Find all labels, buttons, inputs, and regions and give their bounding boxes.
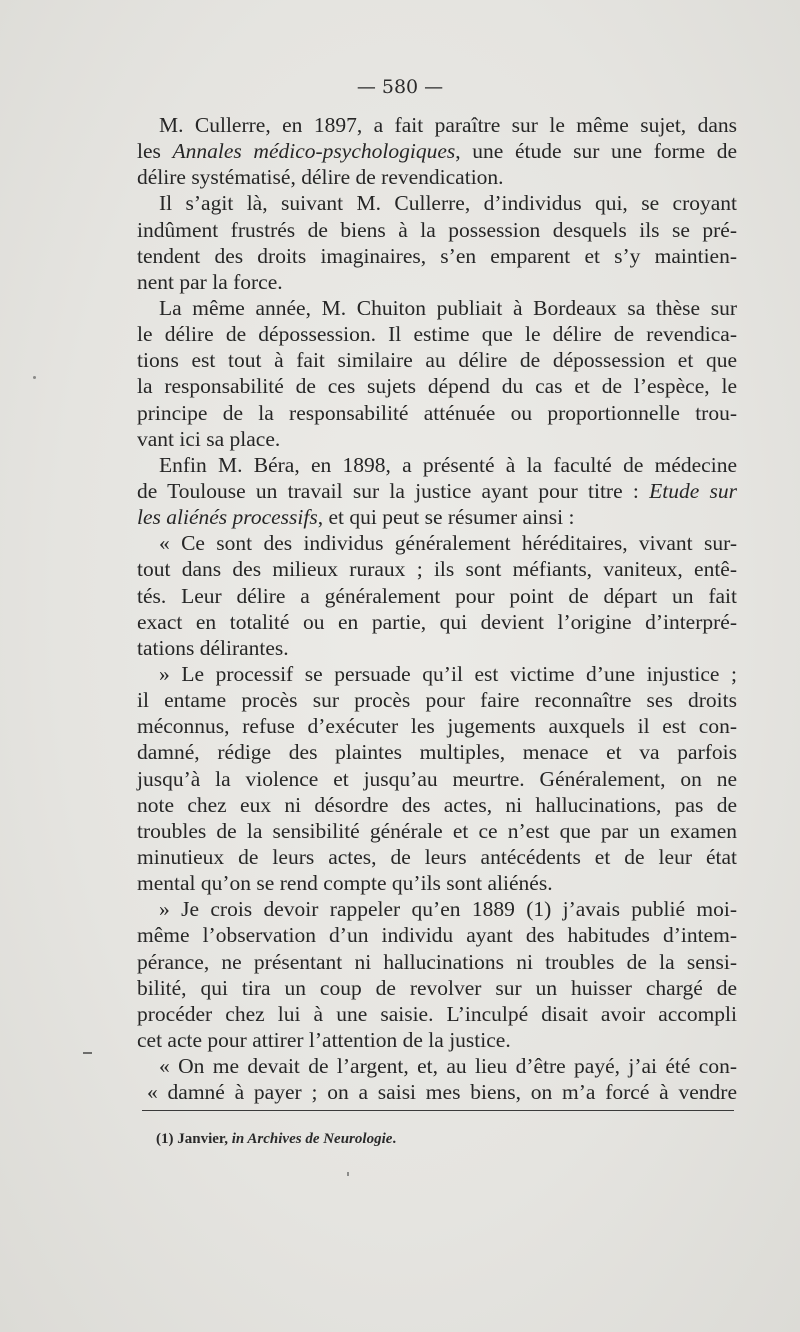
text-run: de Toulouse un travail sur la justice ayant pour titre : [137, 478, 650, 503]
text-line [137, 635, 737, 661]
footnote [156, 1131, 396, 1148]
text-line [137, 1027, 737, 1053]
text-run: tout dans des milieux ruraux ; ils sont méfiants, vaniteux, entê- [137, 557, 737, 582]
italic-run: Etude sur [649, 478, 737, 503]
text-run: la responsabilité de ces sujets dépend du cas et de l’espèce, le [137, 374, 737, 399]
text-line [137, 922, 737, 948]
text-run: bilité, qui tira un coup de revolver sur un huisser chargé de [137, 975, 737, 1000]
text-line [137, 452, 737, 478]
text-run: pérance, ne présentant ni hallucinations ni troubles de la sensi- [137, 949, 737, 974]
text-run: Il s’agit là, suivant M. Cullerre, d’individus qui, se croyant [159, 191, 737, 216]
text-run: tations délirantes. [137, 635, 289, 660]
text-run: Enfin M. Béra, en 1898, a présenté à la faculté de médecine [159, 452, 737, 477]
text-line [137, 739, 737, 765]
page-number: — 580 — [356, 76, 444, 98]
text-line [137, 243, 737, 269]
text-run: principe de la responsabilité atténuée ou proportionnelle trou- [137, 400, 737, 425]
text-line [137, 1001, 737, 1027]
paper-speck [83, 1052, 92, 1054]
text-run: , et qui peut se résumer ainsi : [317, 505, 575, 530]
text-run: troubles de la sensibilité générale et ce n’est que par un examen [137, 818, 737, 843]
text-line [137, 818, 737, 844]
text-run: tendent des droits imaginaires, s’en emparent et s’y maintien- [137, 243, 737, 268]
text-line [137, 217, 737, 243]
footnote-italic-run: in Archives de Neurologie [231, 1131, 393, 1147]
text-run: , une étude sur une forme de [455, 139, 737, 164]
text-run: vant ici sa place. [137, 426, 281, 451]
text-line [137, 269, 737, 295]
text-line [137, 400, 737, 426]
text-run: procéder chez lui à une saisie. L’inculpé disait avoir accompli [137, 1001, 737, 1026]
text-run: » Je crois devoir rappeler qu’en 1889 (1) j’avais publié moi- [159, 897, 737, 922]
text-line [137, 347, 737, 373]
text-line [137, 687, 737, 713]
footnote-run: . [392, 1131, 397, 1147]
text-run: damné, rédige des plaintes multiples, menace et va parfois [137, 740, 737, 765]
text-run: nent par la force. [137, 269, 283, 294]
text-line [137, 1079, 737, 1105]
text-line [137, 975, 737, 1001]
text-line [137, 766, 737, 792]
text-line [137, 556, 737, 582]
text-line [137, 295, 737, 321]
text-line [137, 504, 737, 530]
text-run: exact en totalité ou en partie, qui devient l’origine d’interpré- [137, 609, 737, 634]
text-run: » Le processif se persuade qu’il est victime d’une injustice ; [159, 661, 737, 686]
text-line [137, 844, 737, 870]
text-run: indûment frustrés de biens à la possession desquels ils se pré- [137, 217, 737, 242]
text-run: il entame procès sur procès pour faire reconnaître ses droits [137, 688, 737, 713]
text-line [137, 426, 737, 452]
text-run: La même année, M. Chuiton publiait à Bordeaux sa thèse sur [159, 295, 737, 320]
text-line [137, 713, 737, 739]
text-line [137, 190, 737, 216]
paper-speck [347, 1172, 349, 1176]
text-run: « Ce sont des individus généralement héréditaires, vivant sur- [159, 531, 737, 556]
text-run: note chez eux ni désordre des actes, ni hallucinations, pas de [137, 792, 737, 817]
footnote-run: (1) Janvier, [156, 1131, 232, 1147]
text-run: « damné à payer ; on a saisi mes biens, on m’a forcé à vendre [147, 1080, 737, 1105]
text-line [137, 792, 737, 818]
text-run: mental qu’on se rend compte qu’ils sont aliénés. [137, 871, 553, 896]
text-line [137, 609, 737, 635]
text-run: cet acte pour attirer l’attention de la justice. [137, 1027, 511, 1052]
text-line [137, 583, 737, 609]
text-run: les [137, 139, 173, 164]
text-run: tés. Leur délire a généralement pour point de départ un fait [137, 583, 737, 608]
text-line [137, 321, 737, 347]
text-run: M. Cullerre, en 1897, a fait paraître sur le même sujet, dans [159, 113, 737, 137]
text-run: délire systématisé, délire de revendication. [137, 165, 504, 190]
text-run: « On me devait de l’argent, et, au lieu d’être payé, j’ai été con- [159, 1054, 737, 1079]
text-line [137, 949, 737, 975]
text-line [137, 164, 737, 190]
italic-run: Annales médico-psychologiques [172, 139, 456, 164]
text-line [137, 661, 737, 687]
body-text [137, 112, 737, 1105]
text-run: le délire de dépossession. Il estime que le délire de revendica- [137, 322, 737, 347]
text-line [137, 478, 737, 504]
italic-run: les aliénés processifs [137, 505, 318, 530]
paper-speck [33, 376, 36, 379]
text-line [137, 896, 737, 922]
text-line [137, 530, 737, 556]
text-line [137, 1053, 737, 1079]
text-run: même l’observation d’un individu ayant des habitudes d’intem- [137, 923, 737, 948]
text-run: tions est tout à fait similaire au délire de dépossession et que [137, 348, 737, 373]
footnote-rule [142, 1110, 734, 1111]
text-run: méconnus, refuse d’exécuter les jugements auxquels il est con- [137, 714, 737, 739]
text-line [137, 112, 737, 138]
text-line [137, 870, 737, 896]
text-run: minutieux de leurs actes, de leurs antécédents et de leur état [137, 844, 737, 869]
text-line [137, 373, 737, 399]
text-line [137, 138, 737, 164]
text-run: jusqu’à la violence et jusqu’au meurtre. Généralement, on ne [137, 766, 737, 791]
